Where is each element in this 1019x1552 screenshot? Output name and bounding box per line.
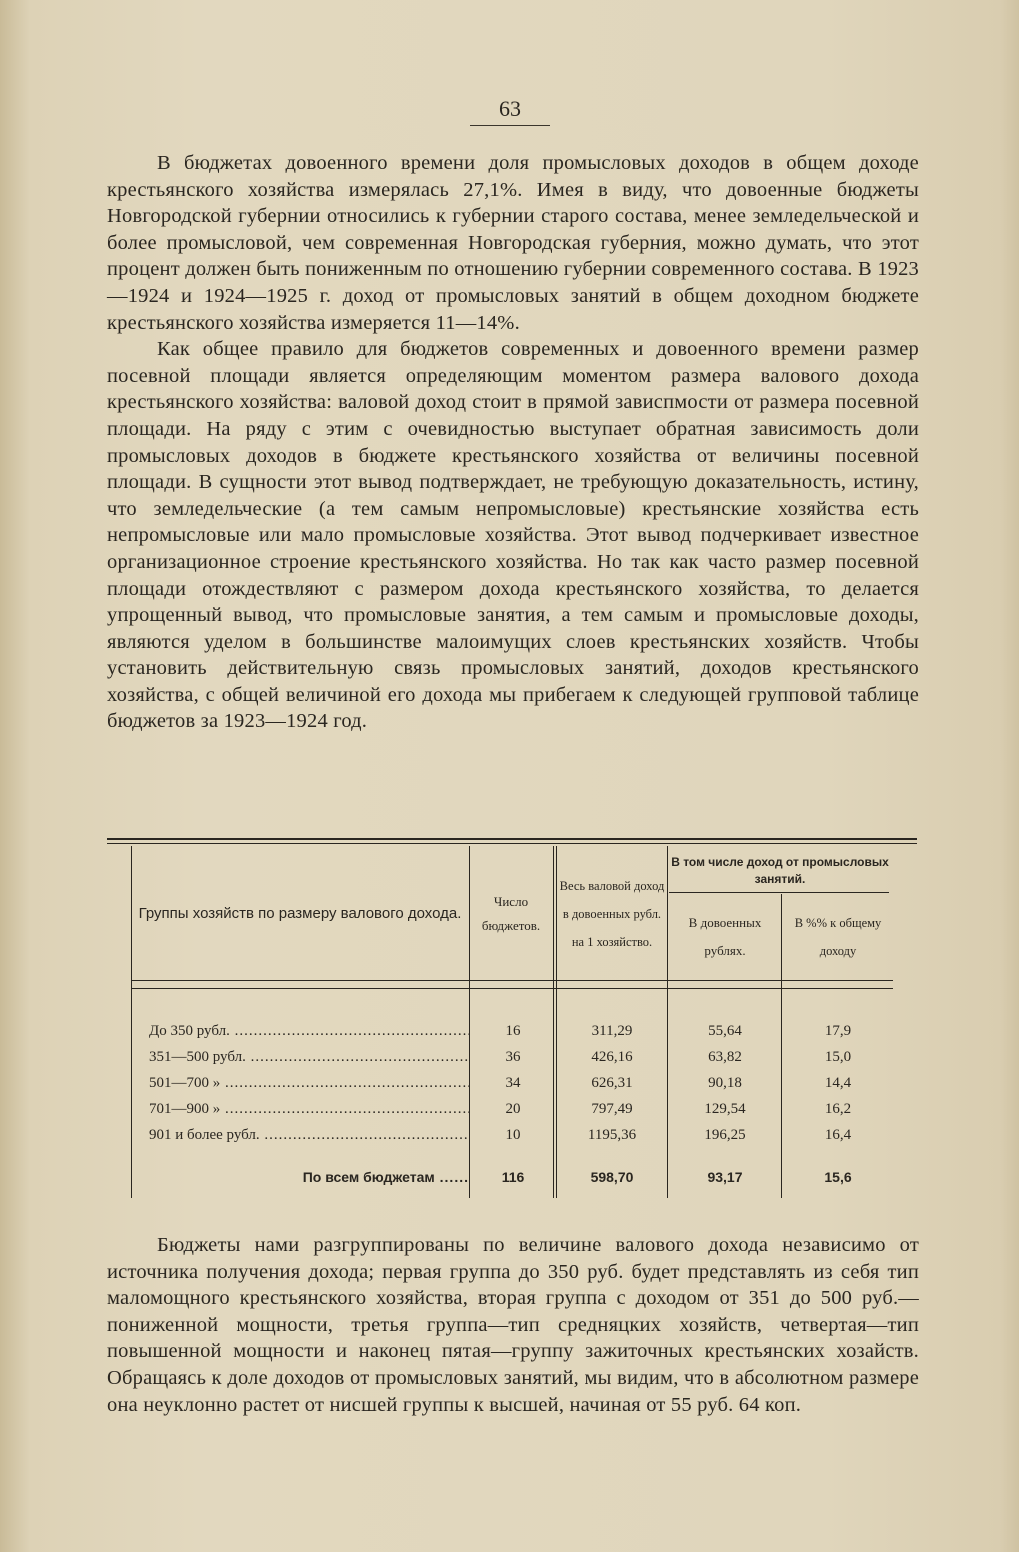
row-gross: 797,49 (591, 1101, 633, 1117)
row-pct: 16,2 (824, 1101, 852, 1117)
total-gross: 598,70 (590, 1169, 634, 1185)
header-pct: В %% к общему доходу (794, 916, 882, 958)
row-pct: 14,4 (824, 1075, 852, 1091)
subheader-rule (669, 892, 889, 893)
table-top-rule (107, 838, 917, 840)
header-bottom-rule (131, 980, 893, 981)
total-label: По всем бюджетам ...... (149, 1164, 469, 1190)
body-text-top (107, 150, 919, 735)
table-row (107, 1070, 917, 1096)
row-gross: 311,29 (591, 1023, 633, 1039)
table-row (107, 1096, 917, 1122)
table-row (107, 1122, 917, 1148)
paragraph-3: Бюджеты нами разгруппированы по величине валового дохода независимо от источника получения дохода; первая группа до 350 руб. будет представлять из себя тип маломощного крестьянского хозяйства, вторая группа с доходом от 351 до 500 руб.—пониженной мощности, третья группа—тип средняцких хозяйств, четвертая—тип повышенной мощности и наконец пятая—группу зажиточных крестьянских хозайств. Обращаясь к доле доходов от промысловых занятий, мы видим, что в абсолютном размере она неуклонно растет от нисшей группы к высшей, начиная от 55 руб. 64 коп. (107, 1234, 919, 1416)
row-count: 16 (505, 1023, 521, 1039)
page-number: 63 (499, 96, 521, 121)
budget-table (107, 838, 917, 1198)
table-top-rule-2 (107, 843, 917, 844)
header-gross: Весь валовой доход в довоенных рубл. на 1 хозяйство. (559, 879, 665, 949)
header-count: Число бюджетов. (481, 894, 541, 933)
paragraph-2: Как общее правило для бюджетов современных и довоенного времени размер посевной площади является определяющим моментом размера валового дохода крестьянского хозяйства: валовой доход стоит в прямой зависпмости от размера посевной площади. На ряду с этим с очевидностью выступает обратная зависимость доли промысловых доходов в бюджете крестьянского хозяйства от величины посевной площади. В сущности этот вывод подтверждает, не требующую доказательность, истину, что земледельческие (а тем самым непромысловые) крестьянские хозяйства есть непромысловые или мало промысловые хозяйства. Этот вывод подчеркивает известное организационное строение крестьянского хозяйства. Но так как часто размер посевной площади отождествляют с размером дохода крестьянского хозяйства, то делается упрощенный вывод, что промысловые занятия, а тем самым и промысловые доходы, являются уделом в большинстве малоимущих слоев крестьянских хозяйств. Чтобы установить действительную связь промысловых занятий, доходов крестьянского хозяйства, с общей величиной его дохода мы прибегаем к следующей групповой таблице бюджетов за 1923—1924 год. (107, 338, 919, 733)
header-including: В том числе доход от промысловых занятий. (671, 855, 889, 886)
total-count: 116 (501, 1169, 525, 1185)
row-rub: 196,25 (704, 1127, 746, 1143)
row-pct: 15,0 (824, 1049, 852, 1065)
row-label: 501—700 » ..... (149, 1070, 469, 1096)
row-count: 34 (505, 1075, 521, 1091)
header-group: Группы хозяйств по размеру валового дохода. (138, 905, 462, 922)
row-label: 351—500 рубл. ..... (149, 1044, 469, 1070)
row-pct: 17,9 (824, 1023, 852, 1039)
total-pct: 15,6 (824, 1169, 852, 1185)
paragraph-1: В бюджетах довоенного времени доля промысловых доходов в общем доходе крестьянского хозяйства измерялась 27,1%. Имея в виду, что довоенные бюджеты Новгородской губернии относились к губернии старого состава, менее земледельческой и более промысловой, чем современная Новгородская губерния, можно думать, что этот процент должен быть пониженным по отношению губернии современного состава. В 1923—1924 и 1924—1925 г. доход от промысловых занятий в общем доходном бюджете крестьянского хозяйства измеряется 11—14%. (107, 152, 919, 334)
body-text-bottom (107, 1232, 919, 1418)
row-rub: 55,64 (708, 1023, 742, 1039)
table-total-row (107, 1164, 917, 1190)
row-label: До 350 рубл. ..... (149, 1018, 469, 1044)
table-row (107, 1044, 917, 1070)
row-count: 36 (505, 1049, 521, 1065)
row-gross: 426,16 (591, 1049, 633, 1065)
header-bottom-rule-2 (131, 988, 893, 989)
row-rub: 129,54 (704, 1101, 746, 1117)
row-label: 701—900 » ..... (149, 1096, 469, 1122)
row-rub: 63,82 (708, 1049, 742, 1065)
row-count: 20 (505, 1101, 521, 1117)
row-pct: 16,4 (824, 1127, 852, 1143)
table-row (107, 1018, 917, 1044)
page-number-rule (470, 125, 550, 126)
header-prewar-rub: В довоенных рублях. (688, 915, 762, 958)
row-gross: 626,31 (591, 1075, 633, 1091)
row-count: 10 (505, 1127, 521, 1143)
row-rub: 90,18 (708, 1075, 742, 1091)
total-rub: 93,17 (707, 1169, 743, 1185)
row-gross: 1195,36 (587, 1127, 637, 1143)
row-label: 901 и более рубл. ..... (149, 1122, 469, 1148)
